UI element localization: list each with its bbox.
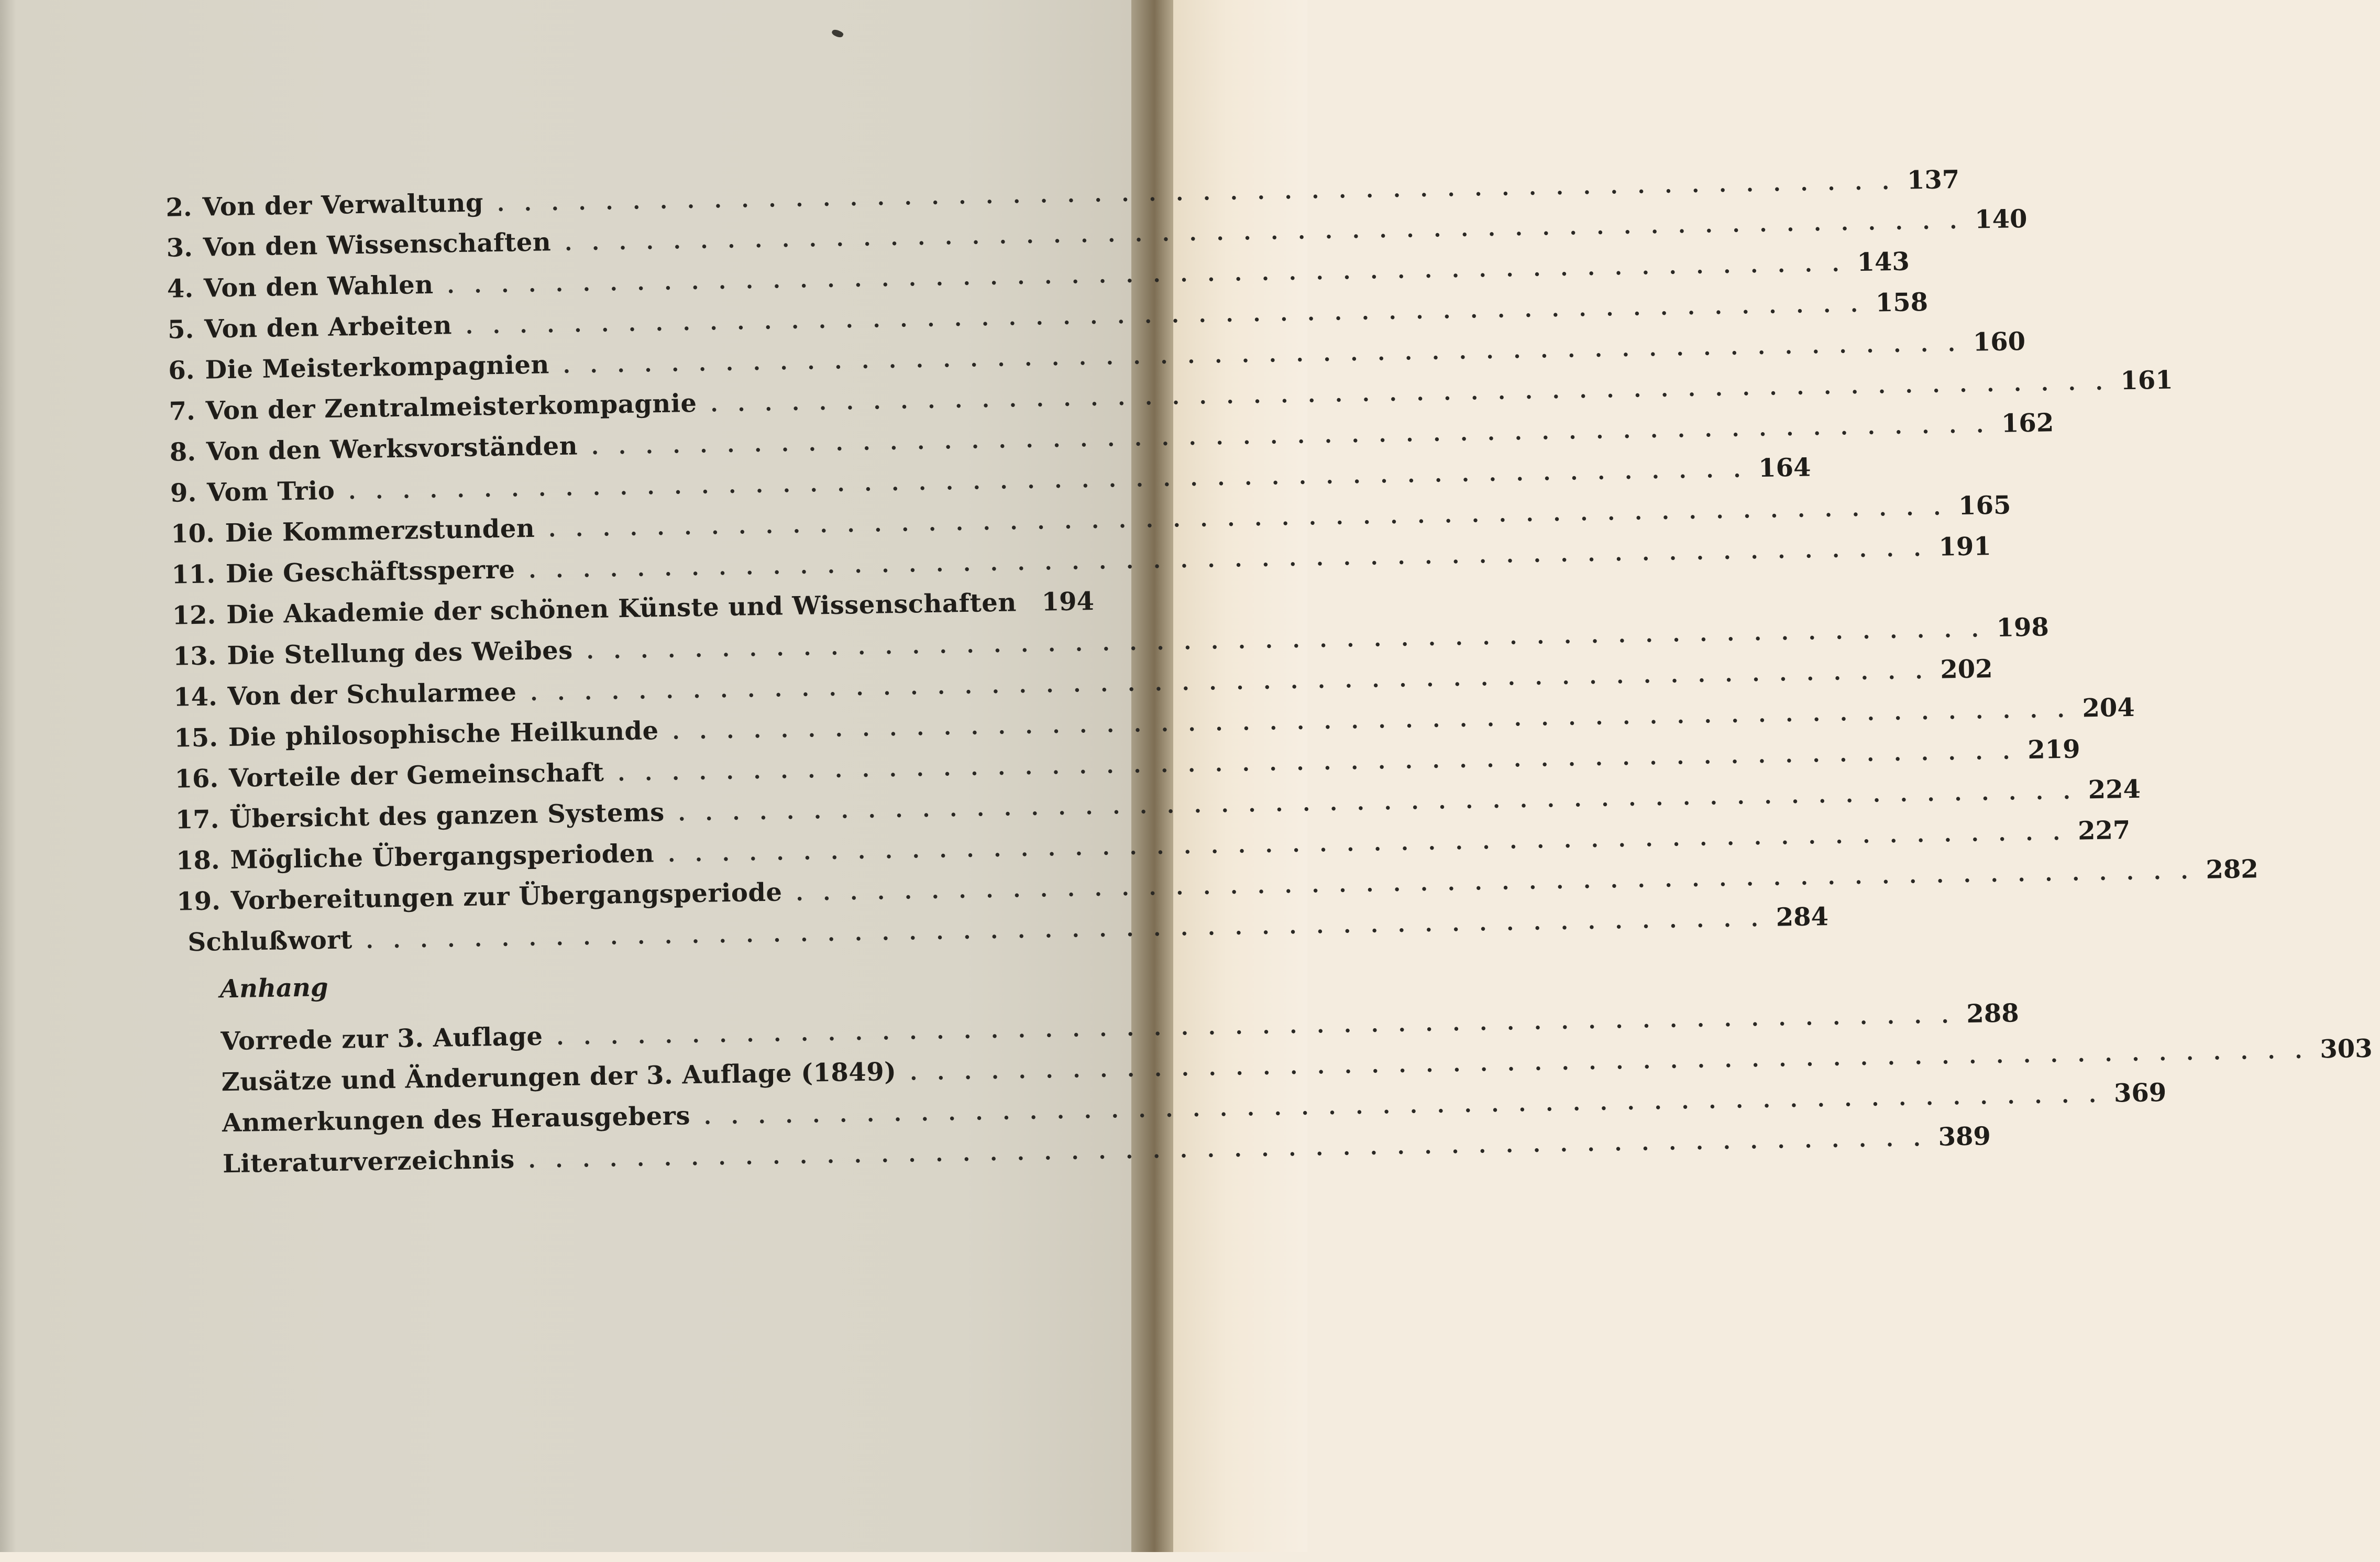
toc-entry-number: 11. bbox=[171, 559, 216, 590]
toc-entry-title: Die Meisterkompagnien bbox=[205, 350, 550, 385]
dot-leader: . . . . . . . . . . . . . . . . . . . . . . . . . . . . . . . . . . . . . . . . . . . . . . . . . . . . bbox=[703, 1082, 2103, 1129]
toc-entry-title: Von den Werksvorständen bbox=[206, 431, 578, 467]
toc-entry-page: 204 bbox=[2082, 692, 2135, 723]
toc-entry-page: 202 bbox=[1940, 654, 1993, 685]
toc-entry-title: Vom Trio bbox=[206, 476, 335, 508]
toc-entry-page: 224 bbox=[2088, 774, 2141, 805]
toc-entry-page: 160 bbox=[1973, 327, 2026, 357]
toc-entry-number: 14. bbox=[173, 682, 218, 712]
toc-entry-page: 194 bbox=[1041, 587, 1095, 617]
toc-entry-title: Schlußwort bbox=[188, 925, 353, 958]
toc-entry-title: Die Kommerzstunden bbox=[225, 513, 535, 548]
toc-entry-title: Mögliche Übergangsperioden bbox=[230, 839, 655, 875]
toc-entry-number: 8. bbox=[169, 437, 196, 467]
dot-leader: . . . . . . . . . . . . . . . . . . . . . . . . . . . . . . . . . . . . . . . . . . . . . . . . . . . . bbox=[530, 659, 1929, 706]
appendix-entry-title: Literaturverzeichnis bbox=[222, 1145, 515, 1179]
dot-leader: . . . . . . . . . . . . . . . . . . . . . . . . . . . . . . . . . . . . . . . . . . . . . . . . . . . . bbox=[796, 859, 2195, 906]
toc-entry-title: Die philosophische Heilkunde bbox=[228, 716, 659, 753]
toc-entry-page: 137 bbox=[1907, 164, 1960, 195]
dot-leader: . . . . . . . . . . . . . . . . . . . . . . . . . . . . . . . . . . . . . . . . . . . . . . . . . . . . bbox=[672, 697, 2071, 744]
toc-entry-page: 165 bbox=[1958, 490, 2011, 521]
toc-entry-page: 227 bbox=[2077, 816, 2131, 846]
appendix-entry-title: Anmerkungen des Herausgebers bbox=[222, 1101, 691, 1138]
toc-entry-title: Von der Zentralmeisterkompagnie bbox=[205, 388, 697, 426]
dot-leader: . . . . . . . . . . . . . . . . . . . . . . . . . . . . . . . . . . . . . . . . . . . . . . . . . . . . bbox=[710, 370, 2109, 417]
toc-entry-number: 2. bbox=[166, 192, 193, 223]
toc-entry-page: 284 bbox=[1776, 902, 1829, 932]
dot-leader: . . . . . . . . . . . . . . . . . . . . . . . . . . . . . . . . . . . . . . . . . . . . . . . . . . . . bbox=[528, 536, 1927, 583]
toc-entry-page: 198 bbox=[1996, 612, 2050, 643]
appendix-entry-page: 369 bbox=[2113, 1077, 2167, 1108]
toc-entry-page: 219 bbox=[2027, 734, 2080, 765]
dot-leader: . . . . . . . . . . . . . . . . . . . . . . . . . . . . . . . . . . . . . . . . . . . . . . . . . . . . bbox=[909, 1038, 2309, 1085]
toc-entry-page: 164 bbox=[1758, 453, 1811, 483]
dot-leader: . . . . . . . . . . . . . . . . . . . . . . . . . . . . . . . . . . . . . . . . . . . . . . . . . . . . bbox=[366, 907, 1765, 953]
toc-entry-page: 140 bbox=[1974, 204, 2028, 235]
toc-entry-title: Von der Schularmee bbox=[227, 677, 517, 712]
dot-leader: . . . . . . . . . . . . . . . . . . . . . . . . . . . . . . . . . . . . . . . . . . . . . . . . . . . . bbox=[678, 779, 2077, 826]
toc-entry-number: 9. bbox=[170, 478, 197, 508]
toc-entry-page: 282 bbox=[2206, 854, 2259, 885]
toc-entry-title: Übersicht des ganzen Systems bbox=[229, 797, 665, 834]
toc-entry-title: Die Stellung des Weibes bbox=[227, 635, 574, 671]
toc-entry-page: 143 bbox=[1857, 247, 1910, 278]
appendix-entry-page: 389 bbox=[1938, 1121, 1991, 1152]
toc-entry-title: Vorteile der Gemeinschaft bbox=[228, 757, 604, 794]
toc-entry-number: 13. bbox=[172, 641, 217, 672]
toc-entry-title: Vorbereitungen zur Übergangsperiode bbox=[230, 877, 783, 916]
appendix-entry[interactable] bbox=[222, 1121, 1991, 1186]
toc-entry-title: Die Akademie der schönen Künste und Wissenschaften bbox=[226, 588, 1017, 630]
toc-entry-number: 15. bbox=[173, 723, 218, 753]
dot-leader: . . . . . . . . . . . . . . . . . . . . . . . . . . . . . . . . . . . . . . . . . . . . . . . . . . . . bbox=[348, 457, 1747, 504]
dot-leader: . . . . . . . . . . . . . . . . . . . . . . . . . . . . . . . . . . . . . . . . . . . . . . . . . . . . bbox=[591, 413, 1990, 460]
dot-leader: . . . . . . . . . . . . . . . . . . . . . . . . . . . . . . . . . . . . . . . . . . . . . . . . . . . . bbox=[564, 208, 1964, 256]
dot-leader: . . . . . . . . . . . . . . . . . . . . . . . . . . . . . . . . . . . . . . . . . . . . . . . . . . . . bbox=[528, 1126, 1927, 1173]
toc-entry-title: Von den Wissenschaften bbox=[203, 227, 552, 262]
toc-entry-number: 16. bbox=[174, 764, 219, 794]
toc-entry-page: 158 bbox=[1875, 287, 1929, 318]
dot-leader: . . . . . . . . . . . . . . . . . . . . . . . . . . . . . . . . . . . . . . . . . . . . . . . . . . . . bbox=[586, 617, 1986, 664]
dot-leader: . . . . . . . . . . . . . . . . . . . . . . . . . . . . . . . . . . . . . . . . . . . . . . . . . . . . bbox=[556, 1003, 1955, 1050]
toc-entry-number: 19. bbox=[176, 886, 221, 917]
appendix-entry-title: Zusätze und Änderungen der 3. Auflage (1849) bbox=[221, 1057, 897, 1097]
toc-entry-title: Von den Wahlen bbox=[203, 270, 434, 303]
toc-entry-number: 18. bbox=[175, 845, 221, 876]
toc-entry-number: 17. bbox=[175, 805, 219, 835]
toc-entry-page: 161 bbox=[2120, 365, 2174, 396]
dot-leader: . . . . . . . . . . . . . . . . . . . . . . . . . . . . . . . . . . . . . . . . . . . . . . . . . . . . bbox=[548, 495, 1947, 542]
dot-leader: . . . . . . . . . . . . . . . . . . . . . . . . . . . . . . . . . . . . . . . . . . . . . . . . . . . . bbox=[447, 251, 1846, 299]
toc-entry-title: Von der Verwaltung bbox=[202, 188, 484, 222]
toc-entry-page: 162 bbox=[2001, 408, 2054, 438]
toc-entry-title: Von den Arbeiten bbox=[204, 311, 453, 344]
dot-leader: . . . . . . . . . . . . . . . . . . . . . . . . . . . . . . . . . . . . . . . . . . . . . . . . . . . . bbox=[563, 331, 1962, 378]
appendix-entry-title: Vorrede zur 3. Auflage bbox=[221, 1021, 543, 1057]
dot-leader: . . . . . . . . . . . . . . . . . . . . . . . . . . . . . . . . . . . . . . . . . . . . . . . . . . . . bbox=[617, 739, 2017, 786]
appendix-entry-page: 303 bbox=[2319, 1033, 2373, 1064]
dot-leader: . . . . . . . . . . . . . . . . . . . . . . . . . . . . . . . . . . . . . . . . . . . . . . . . . . . . bbox=[497, 169, 1896, 216]
toc-entry-title: Die Geschäftssperre bbox=[225, 555, 515, 589]
toc-entry-number: 4. bbox=[167, 273, 194, 304]
toc-entry-number: 3. bbox=[166, 233, 193, 263]
appendix-entry-page: 288 bbox=[1966, 998, 2020, 1029]
toc-entry-page: 191 bbox=[1938, 532, 1992, 562]
toc-entry-number: 12. bbox=[172, 600, 216, 631]
toc-entry-number: 5. bbox=[167, 314, 194, 345]
toc-entry-number: 6. bbox=[168, 355, 195, 386]
toc-entry-number: 7. bbox=[169, 396, 196, 426]
toc-entry-number: 10. bbox=[170, 519, 215, 549]
appendix-heading: Anhang bbox=[219, 973, 328, 1004]
dot-leader: . . . . . . . . . . . . . . . . . . . . . . . . . . . . . . . . . . . . . . . . . . . . . . . . . . . . bbox=[465, 292, 1865, 339]
dot-leader: . . . . . . . . . . . . . . . . . . . . . . . . . . . . . . . . . . . . . . . . . . . . . . . . . . . . bbox=[667, 820, 2067, 867]
